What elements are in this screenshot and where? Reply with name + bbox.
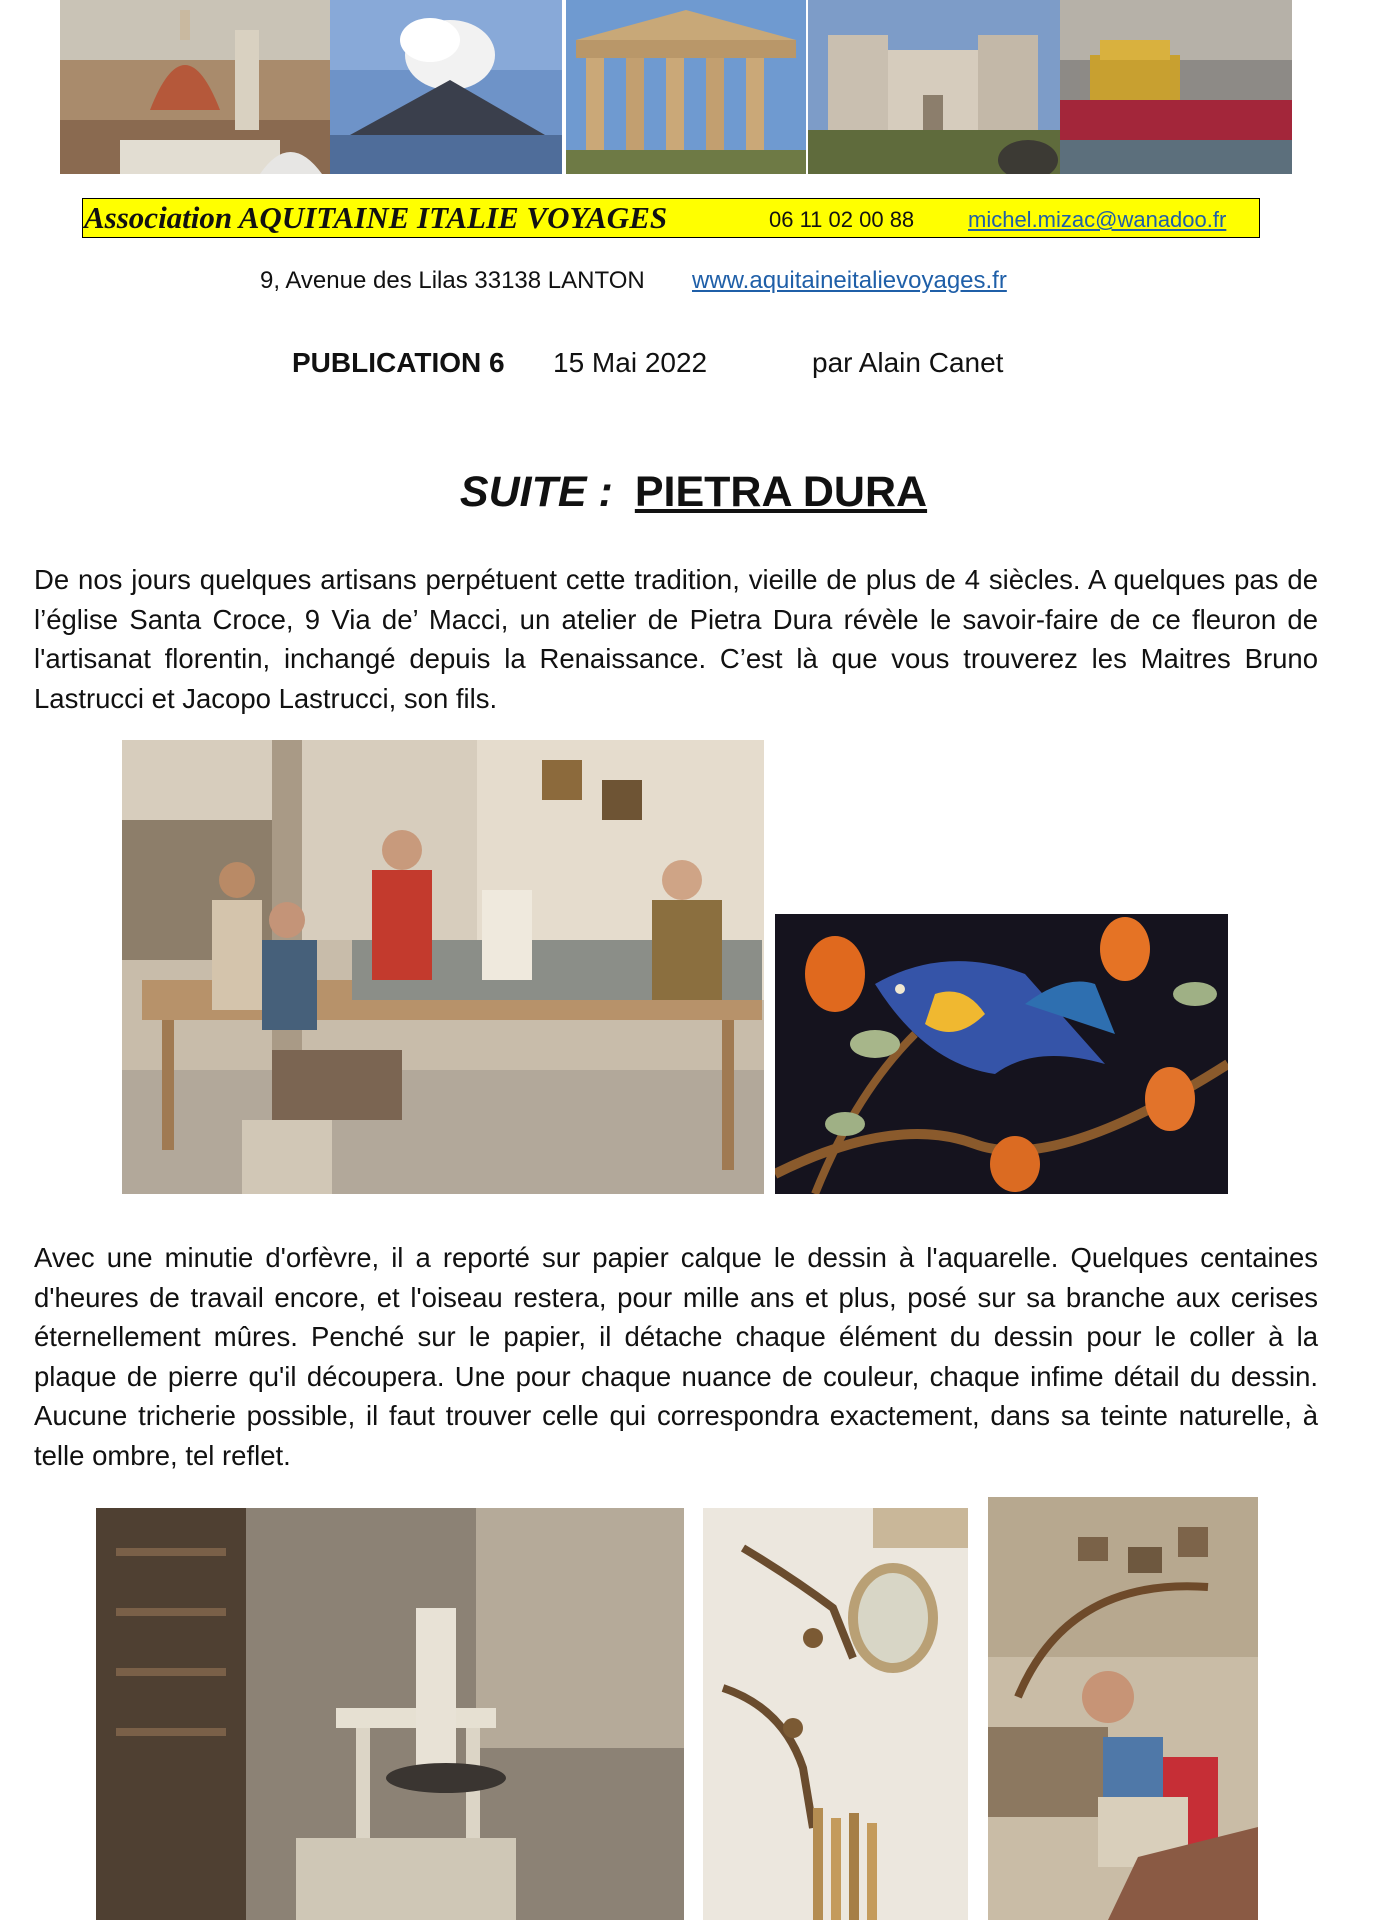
bird-inlay-photo (775, 914, 1228, 1194)
postal-address: 9, Avenue des Lilas 33138 LANTON (260, 267, 645, 294)
publication-label: PUBLICATION 6 (292, 347, 505, 378)
artisan-sawing-photo (988, 1497, 1258, 1920)
intro-paragraph: De nos jours quelques artisans perpétuent cette tradition, vieille de plus de 4 siècles. A quelques pas de l’église Santa Croce, 9 Via de’ Macci, un atelier de Pietra Dura révèle le savoir-faire de ce fleuron de l'artisanat florentin, inchangé depuis la Renaissance. C’est là que vous trouverez les Maitres Bruno Lastrucci et Jacopo Lastrucci, son fils. (34, 564, 1318, 714)
header-photo-volcano (330, 0, 562, 174)
association-name: Association AQUITAINE ITALIE VOYAGES (84, 200, 668, 235)
title-prefix: SUITE : (459, 468, 613, 516)
header-photo-florence (60, 0, 330, 174)
publication-date: 15 Mai 2022 (553, 347, 708, 378)
workshop-artisans-photo (122, 740, 764, 1194)
phone-number: 06 11 02 00 88 (769, 207, 915, 232)
email-link[interactable]: michel.mizac@wanadoo.fr (968, 207, 1227, 232)
header-photo-gondola (1060, 0, 1292, 174)
header-photo-castle (808, 0, 1060, 174)
title-main: PIETRA DURA (634, 468, 928, 516)
publication-author: par Alain Canet (812, 347, 1004, 378)
header-photo-temple (566, 0, 806, 174)
hand-drills-photo (703, 1508, 968, 1920)
workshop-interior-photo (96, 1508, 684, 1920)
page-title (0, 466, 1387, 518)
website-link[interactable]: www.aquitaineitalievoyages.fr (692, 267, 1007, 294)
process-paragraph: Avec une minutie d'orfèvre, il a reporté sur papier calque le dessin à l'aquarelle. Quelques centaines d'heures de travail encore, et l'oiseau restera, pour mille ans et plus, posé sur sa branche aux cerises éternellement mûres. Penché sur le papier, il détache chaque élément du dessin pour le coller à la plaque de pierre qu'il découpera. Une pour chaque nuance de couleur, chaque infime détail du dessin. Aucune tricherie possible, il faut trouver celle qui correspondra exactement, dans sa teinte naturelle, à telle ombre, tel reflet. (34, 1242, 1318, 1471)
